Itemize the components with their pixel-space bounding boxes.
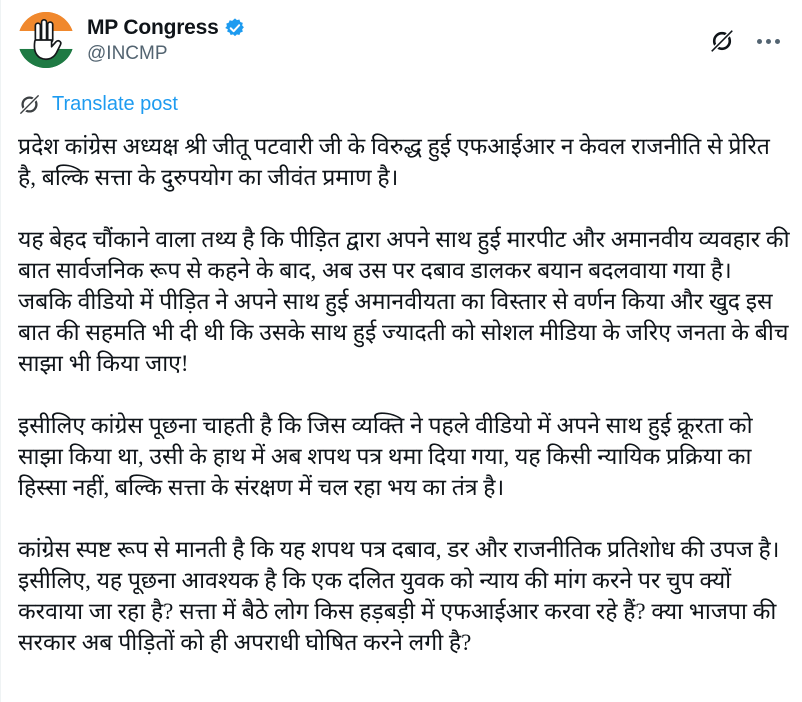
dot [757,39,762,44]
author-name[interactable]: MP Congress [87,16,219,39]
post-body-text [18,131,790,658]
author-block [87,12,246,66]
post-paragraph-3: इसीलिए कांग्रेस पूछना चाहती है कि जिस व्यक्ति ने पहले वीडियो में अपने साथ हुई क्रूरता को साझा किया था, उसी के हाथ में अब शपथ पत्र थमा दिया गया, यह किसी न्यायिक प्रक्रिया का हिस्सा नहीं, बल्कि सत्ता के संरक्षण में चल रहा भय का तंत्र है। [18,413,753,500]
translate-post-button[interactable] [18,93,178,116]
author-handle[interactable]: @INCMP [87,43,168,65]
dot [766,39,771,44]
author-name-row [87,15,246,40]
dot [775,39,780,44]
grok-icon[interactable] [709,28,735,54]
header-actions [709,12,788,54]
post-paragraph-2: यह बेहद चौंकाने वाला तथ्य है कि पीड़ित द्वारा अपने साथ हुई मारपीट और अमानवीय व्यवहार की बात सार्वजनिक रूप से कहने के बाद, अब उस पर दबाव डालकर बयान बदलवाया गया है। जबकि वीडियो में पीड़ित ने अपने साथ हुई अमानवीयता का विस्तार से वर्णन किया और खुद इस बात की सहमति भी दी थी कि उसके साथ हुई ज्यादती को सोशल मीडिया के जरिए जनता के बीच साझा भी किया जाए! [18,227,790,376]
post-header [18,12,788,68]
congress-hand-icon [18,12,74,68]
post-paragraph-4: कांग्रेस स्पष्ट रूप से मानती है कि यह शपथ पत्र दबाव, डर और राजनीतिक प्रतिशोध की उपज है। इसीलिए, यह पूछना आवश्यक है कि एक दलित युवक को न्याय की मांग करने पर चुप क्यों करवाया जा रहा है? सत्ता में बैठे लोग किस हड़बड़ी में एफआईआर करवा रहे हैं? क्या भाजपा की सरकार अब पीड़ितों को ही अपराधी घोषित करने लगी है? [18,537,780,655]
grok-translate-icon [18,93,41,116]
translate-post-label: Translate post [52,93,178,115]
more-menu-icon[interactable] [755,35,782,48]
verified-badge-icon [224,17,246,39]
post-paragraph-1: प्रदेश कांग्रेस अध्यक्ष श्री जीतू पटवारी जी के विरुद्ध हुई एफआईआर न केवल राजनीति से प्रेरित है, बल्कि सत्ता के दुरुपयोग का जीवंत प्रमाण है। [18,134,770,190]
avatar[interactable] [18,12,74,68]
